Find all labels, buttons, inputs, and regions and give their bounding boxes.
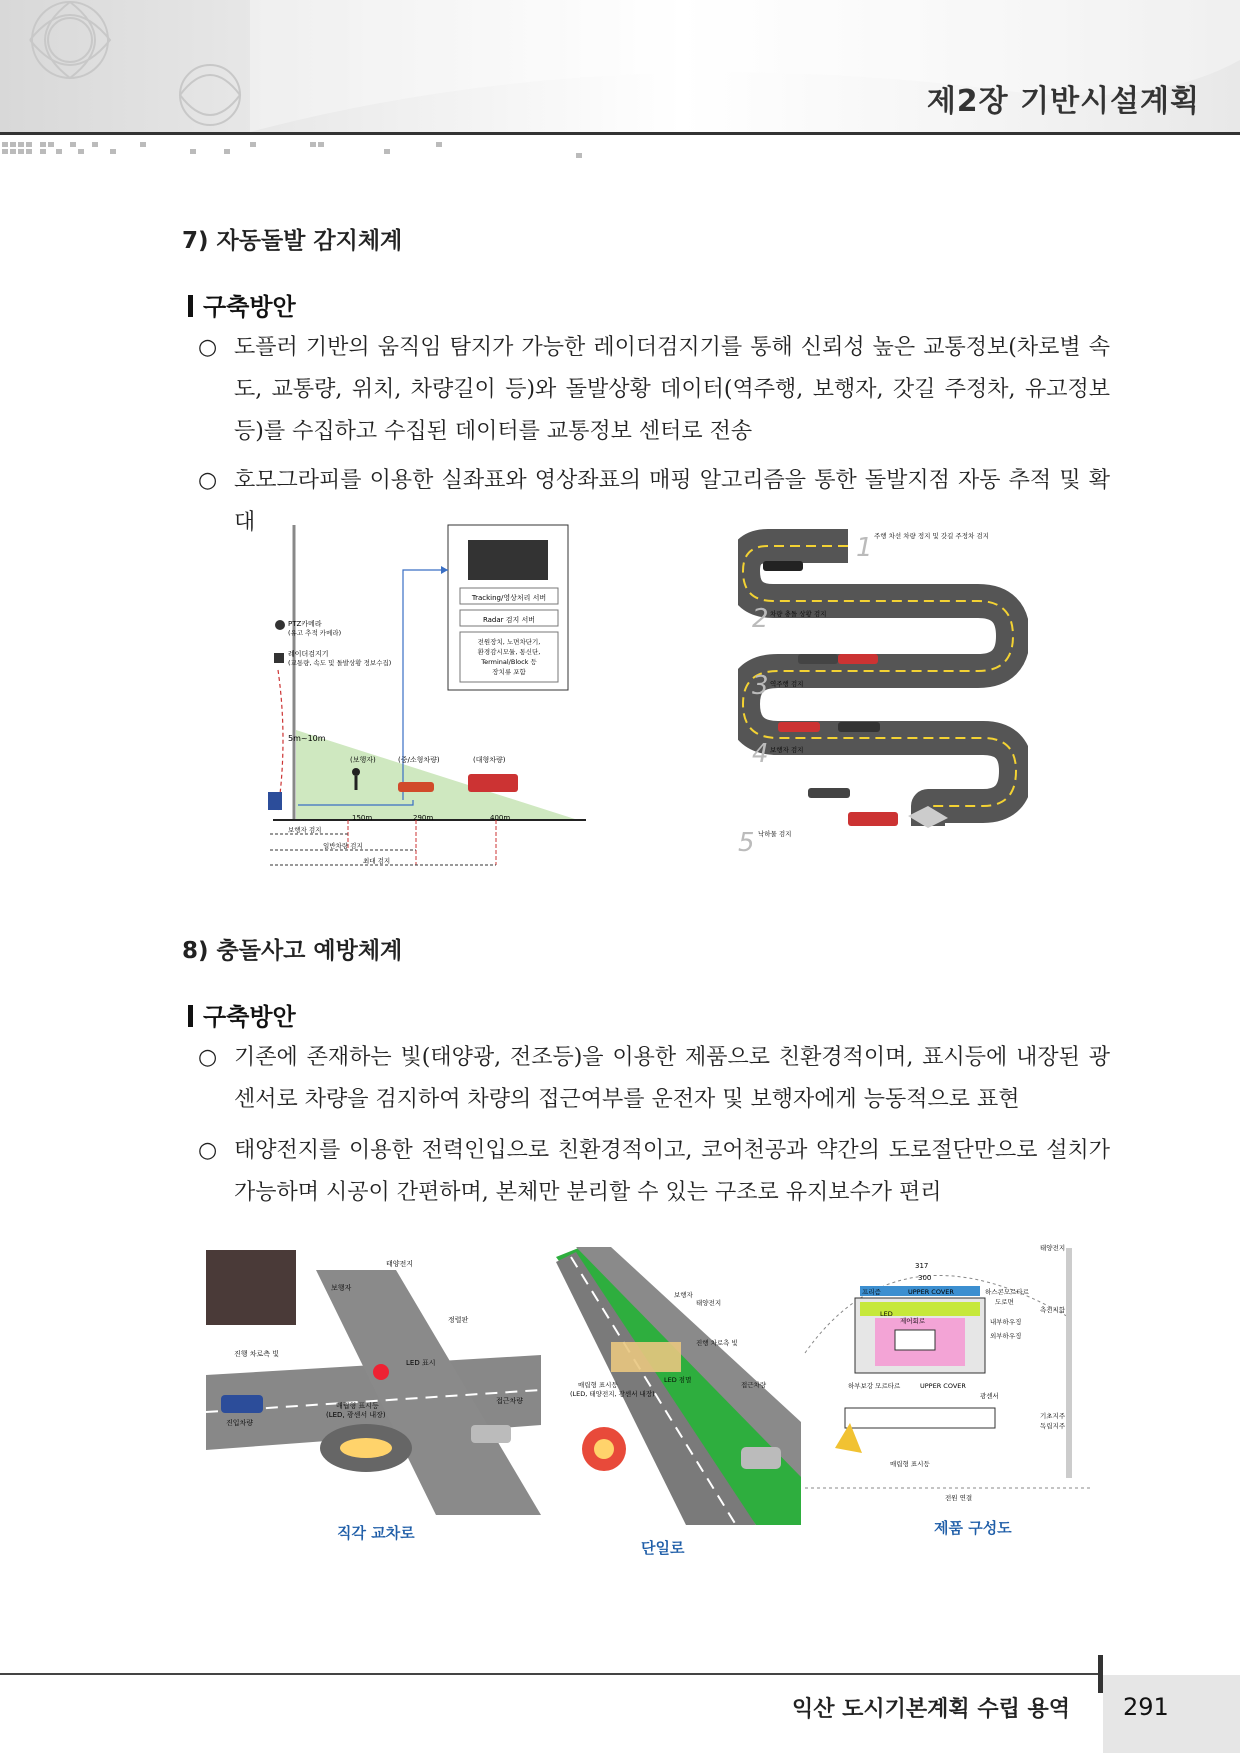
road-item-5-num: 5 — [738, 828, 755, 858]
crossing-label-align: 정렬판 — [448, 1316, 469, 1324]
product-label-led: LED — [880, 1310, 893, 1318]
power-label-3: Terminal/Block 등 — [481, 658, 537, 666]
single-label-approach: 접근차량 — [741, 1381, 767, 1389]
product-label-base-mortar: 하부보강 모르타르 — [848, 1382, 901, 1390]
section-8-subtitle — [188, 997, 296, 1032]
section-8-bullet-1-text: 기존에 존재하는 빛(태양광, 전조등)을 이용한 제품으로 친환경적이며, 표시등에 내장된 광센서로 차량을 검지하여 차량의 접근여부를 운전자 및 보행자에게 능동적으로 표현 — [234, 1045, 1110, 1112]
crossing-label-approach: 접근차량 — [496, 1397, 524, 1405]
page-number: 291 — [1123, 1693, 1169, 1721]
section-7-bullet-1 — [198, 327, 1110, 453]
section-8-title: 8) 충돌사고 예방체계 — [182, 938, 403, 964]
road-item-2-num: 2 — [752, 604, 769, 634]
section-7-subtitle-text: 구축방안 — [203, 293, 296, 321]
radar-detector-label: 레이더검지기 — [288, 650, 329, 658]
section-7-bullet-2-text: 호모그라피를 이용한 실좌표와 영상좌표의 매핑 알고리즘을 통한 돌발지점 자동 추적 및 확대 — [234, 468, 1110, 535]
product-label-mortar: 하스콘모르타르 — [985, 1288, 1029, 1296]
product-label-outer-housing: 외부하우징 — [990, 1332, 1022, 1340]
product-label-prism: 프리즘 — [862, 1288, 881, 1296]
single-label-embedded: 매립형 표시등 — [578, 1381, 618, 1389]
chapter-title: 제2장 기반시설계획 — [926, 84, 1200, 119]
road-item-3-num: 3 — [752, 671, 769, 701]
distance-150: 150m — [352, 814, 373, 822]
circle-bullet-icon: ○ — [198, 468, 218, 493]
section-7-title: 7) 자동돌발 감지체계 — [182, 228, 403, 254]
product-label-solar: 태양전지 — [1040, 1244, 1066, 1252]
product-label-inner-housing: 내부하우징 — [990, 1318, 1022, 1326]
header-rule — [0, 132, 1240, 135]
road-item-3-title: 역주행 검지 — [770, 680, 804, 688]
product-label-base-post: 기초지주 — [1040, 1412, 1066, 1420]
range-vehicle: 일반차량 검지 — [323, 842, 363, 850]
radar-detection-diagram — [268, 520, 588, 875]
car-label: (중/소형차량) — [398, 756, 440, 764]
bus-label: (대형차량) — [473, 756, 506, 764]
section-8-subtitle-text: 구축방안 — [203, 1003, 296, 1031]
road-item-1-title: 주행 차선 차량 정지 및 갓길 주정차 검지 — [874, 532, 989, 540]
power-label-4: 장치류 포함 — [492, 668, 526, 676]
height-label: 5m~10m — [288, 734, 326, 743]
intersection-caption: 직각 교차로 — [337, 1524, 415, 1542]
product-label-upper-cover-2: UPPER COVER — [920, 1382, 966, 1390]
product-label-upper-cover: UPPER COVER — [908, 1288, 954, 1296]
section-7-bullet-1-text: 도플러 기반의 움직임 탐지가 가능한 레이더검지기를 통해 신뢰성 높은 교통정보(차로별 속도, 교통량, 위치, 차량길이 등)와 돌발상황 데이터(역주행, 보행자, 갓길 주정차, 유고정보 등)를 수집하고 수집된 데이터를 교통정보 센터로 전송 — [234, 335, 1110, 444]
section-7-subtitle — [188, 287, 296, 322]
product-label-light-sensor: 광센서 — [980, 1392, 999, 1400]
product-dim-300: 300 — [918, 1274, 932, 1282]
crossing-label-entering: 진입차량 — [226, 1419, 254, 1427]
crossing-label-pedestrian: 보행자 — [331, 1284, 352, 1292]
single-label-embedded-sub: (LED, 태양전지, 광센서 내장) — [570, 1390, 655, 1398]
circle-bullet-icon: ○ — [198, 1045, 218, 1070]
product-label-road-surface: 도로면 — [995, 1298, 1014, 1306]
range-pedestrian: 보행자 검지 — [288, 826, 322, 834]
product-label-power: 전원 연결 — [945, 1494, 973, 1502]
single-label-pedestrian: 보행자 — [674, 1291, 693, 1299]
section-8-bullet-2-text: 태양전지를 이용한 전력인입으로 친환경적이고, 코어천공과 약간의 도로절단만으로 설치가 가능하며 시공이 간편하며, 본체만 분리할 수 있는 구조로 유지보수가 편리 — [234, 1138, 1110, 1205]
pedestrian-label: (보행자) — [350, 756, 376, 764]
ptz-camera-sub: (유고 추적 카메라) — [288, 629, 342, 637]
power-label-1: 전원장치, 노면차단기, — [477, 638, 541, 646]
circle-bullet-icon: ○ — [198, 335, 218, 360]
road-item-4-title: 보행자 검지 — [770, 746, 804, 754]
single-label-solar: 태양전지 — [696, 1299, 722, 1307]
crossing-label-light: 진행 차로측 빛 — [234, 1350, 280, 1358]
single-road-caption: 단일로 — [641, 1539, 685, 1557]
distance-400: 400m — [490, 814, 511, 822]
road-item-4-num: 4 — [752, 739, 769, 769]
product-label-embedded-light: 매립형 표시등 — [890, 1460, 930, 1468]
road-item-1-num: 1 — [856, 533, 873, 563]
range-maximum: 최대 검지 — [363, 857, 391, 865]
subtitle-bar-marker — [188, 295, 193, 317]
section-8-bullet-2 — [198, 1130, 1110, 1214]
crossing-label-solar: 태양전지 — [386, 1260, 414, 1268]
header-dot-pattern — [0, 138, 600, 160]
power-label-2: 환경감시모듈, 통신단, — [477, 648, 541, 656]
incident-detection-road-diagram — [738, 526, 1028, 876]
subtitle-bar-marker — [188, 1005, 193, 1027]
tracking-server-label: Tracking/영상처리 서버 — [471, 594, 547, 602]
footer-rule — [0, 1673, 1100, 1675]
road-item-5-title: 낙하물 검지 — [758, 830, 792, 838]
product-composition-caption: 제품 구성도 — [934, 1519, 1012, 1537]
single-label-light: 진행 차로측 빛 — [696, 1339, 738, 1347]
radar-detector-sub: (교통량, 속도 및 돌발상황 정보수집) — [288, 659, 392, 667]
single-road-illustration — [556, 1247, 801, 1525]
intersection-illustration — [206, 1250, 541, 1515]
product-dim-317: 317 — [915, 1262, 929, 1270]
product-label-battery-box: 측전지함 — [1040, 1306, 1066, 1314]
road-item-2-title: 차량 충돌 상황 검지 — [770, 610, 827, 618]
footer-project-title: 익산 도시기본계획 수립 용역 — [791, 1697, 1070, 1722]
distance-290: 290m — [413, 814, 434, 822]
radar-server-label: Radar 검지 서버 — [482, 616, 536, 624]
single-label-led-blink: LED 점멸 — [664, 1376, 692, 1384]
crossing-label-embedded-sub: (LED, 광센서 내장) — [326, 1411, 386, 1419]
product-label-independent-post: 독립지주 — [1040, 1422, 1066, 1430]
crossing-label-embedded: 매립형 표시등 — [336, 1402, 379, 1410]
product-label-control: 제어회로 — [900, 1317, 926, 1325]
circle-bullet-icon: ○ — [198, 1138, 218, 1163]
crossing-label-led: LED 표시 — [406, 1359, 436, 1367]
section-8-bullet-1 — [198, 1037, 1110, 1121]
ptz-camera-label: PTZ카메라 — [288, 620, 322, 628]
product-composition-diagram — [800, 1238, 1100, 1508]
